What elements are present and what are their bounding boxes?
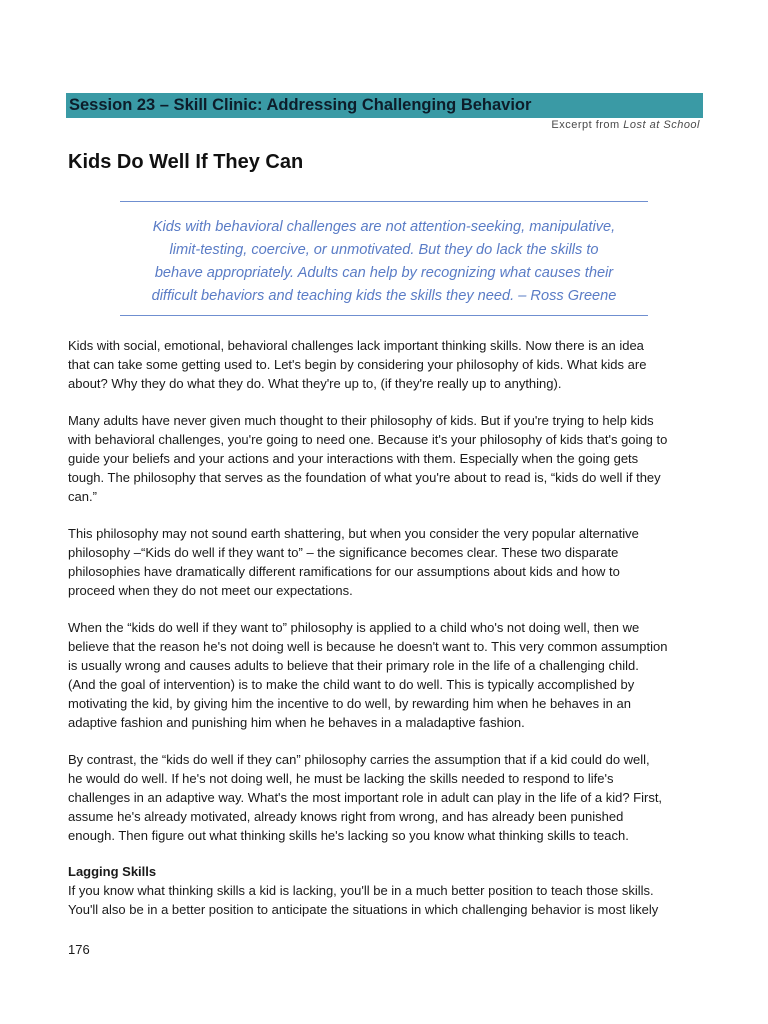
text-line: challenges in an adaptive way. What's the most important role in adult can play in the life of a kid? First, [68,790,663,805]
paragraph-2 [68,411,708,506]
text-line: By contrast, the “kids do well if they can” philosophy carries the assumption that if a kid could do well, [68,752,650,767]
text-line: philosophies have dramatically different ramifications for our assumptions about kids and how to [68,564,620,579]
text-line: is usually wrong and causes adults to believe that their primary role in the life of a challenging child. [68,658,639,673]
session-banner [66,93,703,118]
text-line: guide your beliefs and your actions and your interactions with them. Especially when the going gets [68,451,639,466]
quote-line: behave appropriately. Adults can help by recognizing what causes their [154,265,614,281]
text-line: tough. The philosophy that serves as the foundation of what you're about to read is, “kids do well if they [68,470,661,485]
text-line: philosophy –“Kids do well if they want to” – the significance becomes clear. These two disparate [68,545,619,560]
quote-top-rule [120,201,648,202]
session-title: Session 23 – Skill Clinic: Addressing Challenging Behavior [69,96,532,114]
text-line: Kids with social, emotional, behavioral challenges lack important thinking skills. Now there is an idea [68,338,644,353]
text-line: adaptive fashion and punishing him when he behaves in a maladaptive fashion. [68,715,525,730]
paragraph-1 [68,336,708,393]
excerpt-source: Lost at School [623,119,700,131]
quote-line: Kids with behavioral challenges are not attention-seeking, manipulative, [152,219,616,235]
text-line: with behavioral challenges, you're going to need one. Because it's your philosophy of kids that's going to [68,432,668,447]
text-line: Many adults have never given much thought to their philosophy of kids. But if you're trying to help kids [68,413,654,428]
text-line: When the “kids do well if they want to” philosophy is applied to a child who's not doing well, then we [68,620,640,635]
text-line: enough. Then figure out what thinking skills he's lacking so you know what thinking skills to teach. [68,828,629,843]
text-line: believe that the reason he's not doing well is because he doesn't want to. This very common assumption [68,639,668,654]
pull-quote [118,216,650,308]
lagging-skills-section [68,862,708,919]
paragraph-4 [68,618,708,732]
text-line: about? Why they do what they do. What they're up to, (if they're really up to anything). [68,376,562,391]
page-title: Kids Do Well If They Can [68,151,304,173]
page-number: 176 [68,942,90,957]
text-line: This philosophy may not sound earth shattering, but when you consider the very popular alternative [68,526,639,541]
quote-bottom-rule [120,315,648,316]
text-line: (And the goal of intervention) is to make the child want to do well. This is typically accomplished by [68,677,635,692]
text-line: he would do well. If he's not doing well, he must be lacking the skills needed to respond to life's [68,771,614,786]
paragraph-5 [68,750,708,845]
paragraph-3 [68,524,708,600]
excerpt-note [551,119,700,131]
text-line: proceed when they do not meet our expectations. [68,583,353,598]
excerpt-prefix: Excerpt from [551,119,620,131]
section-heading: Lagging Skills [68,864,157,879]
text-line: assume he's already motivated, already knows right from wrong, and has already been punished [68,809,624,824]
text-line: If you know what thinking skills a kid is lacking, you'll be in a much better position to teach those skills. [68,883,654,898]
text-line: can.” [68,489,97,504]
quote-line: difficult behaviors and teaching kids the skills they need. – Ross Greene [151,288,617,304]
text-line: You'll also be in a better position to anticipate the situations in which challenging behavior is most likely [68,902,659,917]
text-line: motivating the kid, by giving him the incentive to do well, by rewarding him when he behaves in an [68,696,631,711]
quote-line: limit-testing, coercive, or unmotivated. But they do lack the skills to [169,242,599,258]
text-line: that can take some getting used to. Let's begin by considering your philosophy of kids. What kids are [68,357,647,372]
